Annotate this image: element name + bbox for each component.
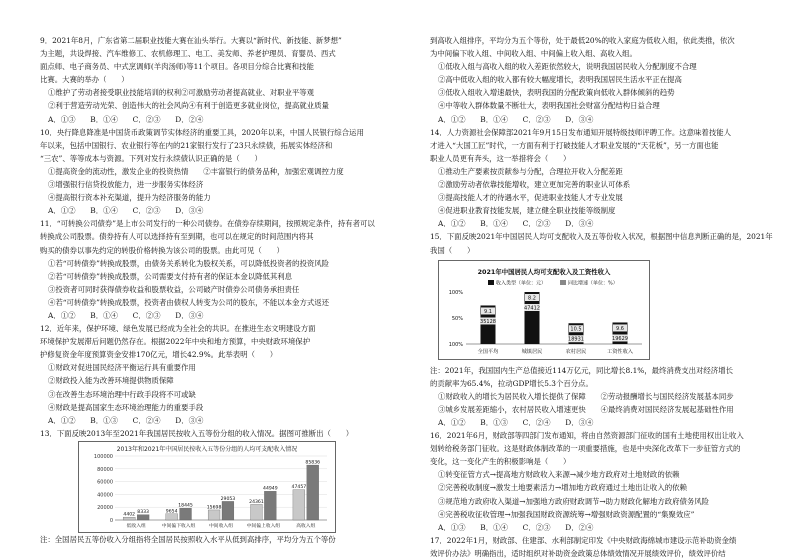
text-line: 14．人力资源社会保障部2021年9月15日发布通知开展特级技师评聘工作。这意味着技能人 [430, 127, 731, 137]
bar-value-label: 24361 [249, 499, 264, 505]
text-line: ①低收入组与高收入组的收入差距依然较大，说明我国居民收入分配制度不合理 [438, 62, 697, 72]
text-line: A．①② B．①④ C．②③ D．③④ [48, 206, 204, 216]
x-tick-label: 中间收入组 [209, 523, 233, 529]
y-tick-label: 50% [451, 315, 463, 322]
growth-label: 9.6 [616, 325, 624, 332]
bar-value-label: 29053 [220, 496, 236, 502]
text-line: 15．下面反映2021年中国居民人均可支配收入及五等份收入状况，根据图中信息判断正确的是，2021年 [430, 232, 773, 242]
legend-label: 同比增速（单位：%） [568, 280, 618, 287]
text-line: ①提高资金的流动性，激发企业的投资热情 ②丰富银行的债务品种，加强宏观调控力度 [48, 166, 344, 176]
text-line: ①若“可转债券”转换成股票，由债务关系转化为股权关系，可以降低投资者的投资风险 [48, 258, 330, 268]
bar-2013 [208, 510, 220, 520]
y-tick-label: 60000 [97, 479, 113, 486]
text-line: ①转变征管方式→提高地方财政收入来源→减少地方政府对土地财政的依赖 [438, 470, 680, 480]
text-line: 比赛。大赛的举办（ ） [40, 75, 129, 85]
bar-value-label: 85836 [305, 460, 321, 466]
bar-value-label: 18445 [178, 503, 193, 509]
right-column [430, 34, 782, 560]
x-tick-label: 高收入组 [296, 523, 316, 529]
text-line: 划转给税务部门征收。这是财政体制改革的一项重要措施，也是中央深化改革下一步征管方式的 [430, 444, 741, 454]
questions-13-15 [430, 34, 782, 257]
legend-label: 收入类型（单位：元） [496, 280, 547, 287]
text-line: 9．2021年8月，广东省第二届职业技能大赛在汕头举行。大赛以“新时代、新技能、新梦想” [40, 36, 342, 45]
x-tick-label: 农村居民 [565, 348, 587, 355]
text-line: ②高中低收入组的收入都有较大幅度增长，表明我国居民生活水平正在提高 [438, 75, 682, 85]
text-line: 才进入“大国工匠”时代，一方面有利于打破技能人才职业发展的“天花板”，另一方面也能 [430, 140, 719, 150]
disposable-income-chart [438, 260, 650, 360]
text-line: A．①③ B．①④ C．②③ D．②④ [48, 114, 204, 124]
text-line: ③在改善生态环境治理中行政手段将不可或缺 [48, 389, 196, 399]
income-quintile-chart-svg [78, 441, 336, 533]
text-line: 11．“可转换公司债券”是上市公司发行的一种公司债券。在债券存续期间，按照规定条件，持有者可以 [40, 219, 375, 229]
text-line: A．①② B．①③ C．②④ D．③④ [438, 417, 594, 427]
legend-swatch [560, 280, 566, 285]
bar-value-label: 47457 [291, 485, 307, 491]
bar-2013 [166, 514, 178, 520]
text-line: A．①② B．①④ C．②③ D．③④ [438, 114, 594, 124]
bar-value-label: 15698 [206, 505, 222, 511]
text-line: ④若“可转债券”转换成股票，投资者由债权人转变为公司的股东，不能以本金方式返还 [48, 297, 330, 307]
income-quintile-chart [78, 441, 336, 533]
text-line: ④中等收入群体数量不断壮大，表明我国社会财富分配结构日益合理 [438, 101, 660, 111]
bar-2021 [307, 465, 319, 520]
text-line: ②完善税收制度→激发土地要素活力→增加地方政府通过土地出让收入的依赖 [438, 483, 687, 493]
y-tick-label: 100000 [93, 453, 113, 460]
chart-note: 注：全国居民五等份收入分组指将全国居民按照收入水平从低到高排序，平均分为五个等份 [40, 534, 336, 544]
text-line: 为主题，共设焊接、汽车维修工、农机修理工、电工、美发师、养老护理员、育婴员、西式 [40, 49, 336, 59]
x-tick-label: 全国平均 [477, 348, 499, 355]
y-tick-label: 40000 [97, 492, 113, 499]
text-line: 转换成公司股票。债券持有人可以选择持有至到期，也可以在规定的时间范围内将其 [40, 232, 314, 242]
y-tick-label: 100% [448, 289, 463, 296]
x-tick-label: 低收入组 [126, 523, 146, 529]
growth-label: 9.1 [484, 308, 492, 315]
text-line: A．①② B．①④ C．②③ D．③④ [438, 219, 594, 229]
x-tick-label: 中间偏上收入组 [246, 523, 281, 529]
text-line: 17．2022年1月，财政部、住建部、水利部制定印发《中央财政海绵城市建设示范补助资金绩 [430, 535, 737, 545]
text-line: ③低收入组收入增速最快，表明我国的分配政策向低收入群体倾斜的趋势 [438, 88, 675, 98]
chart-title: 2013年和2021年中国居民按收入五等份分组的人均可支配收入情况 [116, 445, 298, 453]
y-tick-label: 100% [448, 341, 463, 348]
text-line: 护修复资金年度预算资金安排170亿元，增长42.9%。此举表明（ ） [40, 350, 278, 360]
questions-15-17 [430, 364, 782, 560]
text-line: 12．近年来，保护环境、绿色发展已经成为全社会的共识。在推进生态文明建设方面 [40, 324, 316, 334]
bar-2013 [251, 504, 263, 520]
text-line: ①财政收入的增长为居民收入增长提供了保障 ②劳动报酬增长与国民经济发展基本同步 [438, 391, 734, 401]
x-tick-label: 中间偏下收入组 [161, 523, 196, 529]
text-line: A．①③ B．①④ C．②③ D．②④ [438, 522, 594, 532]
bar-2013 [293, 490, 305, 520]
text-line: ①推动生产要素按贡献参与分配，合理拉开收入分配差距 [438, 166, 623, 176]
text-line: ①财政对促进国民经济平衡运行具有重要作用 [48, 363, 196, 373]
bar-value-label: 4402 [123, 512, 136, 518]
text-line: ①维护了劳动者接受职业技能培训的权利②可激励劳动者提高就业、对职业平等观 [48, 88, 315, 98]
text-line: 为中间偏下收入组、中间收入组、中间偏上收入组、高收入组。 [430, 49, 637, 59]
text-line: 13．下面反映2013年至2021年我国居民按收入五等份分组的收入情况。据图可推断出（ ） [40, 428, 354, 438]
bar-value-label: 44949 [263, 486, 278, 492]
text-line: 注：2021年，我国国内生产总值接近114万亿元，同比增长8.1%，最终消费支出对经济增长 [430, 365, 733, 375]
y-tick-label: 0 [109, 517, 113, 524]
text-line: ④完善税收征收管理→加强我国财政资源统筹→增强财政资源配置的“集聚效应” [438, 509, 695, 519]
y-tick-label: 20000 [97, 505, 113, 512]
text-line: 我国（ ） [430, 245, 475, 255]
text-line: ④促进职业教育技能发展，建立健全职业技能等级制度 [438, 206, 616, 216]
text-line: ②激励劳动者依靠技能增收，建立更加完善的职业认可体系 [438, 180, 631, 190]
bar-2021 [222, 501, 234, 520]
text-line: 16．2021年6月，财政部等四部门发布通知，将由自然资源部门征收的国有土地使用权出让收入 [430, 431, 744, 441]
growth-label: 10.5 [570, 326, 582, 333]
bar-2021 [137, 515, 149, 520]
bar-value-label: 18931 [568, 336, 584, 343]
text-line: 10．央行降息降准是中国货币政策调节实体经济的重要工具，2020年以来，中国人民银行综合运用 [40, 127, 364, 137]
x-tick-label: 城镇居民 [521, 348, 543, 355]
text-line: ③增强银行信贷投放能力，进一步服务实体经济 [48, 180, 204, 190]
chart-title: 2021年中国居民人均可支配收入及工资性收入 [477, 267, 611, 276]
disposable-income-chart-svg [438, 260, 650, 360]
text-line: 年以来，包括中国银行、农业银行等在内的21家银行发行了23只永续债，拓展实体经济和 [40, 140, 333, 150]
bar-2021 [264, 491, 276, 520]
y-tick-label: 80000 [97, 466, 113, 473]
growth-label: 8.2 [528, 295, 536, 302]
bar-value-label: 8333 [137, 510, 149, 516]
text-line: ③提高技能人才的待遇水平，促进职业技能人才专业发展 [438, 193, 623, 203]
text-line: 职业人员更有奔头，这一举措将会（ ） [430, 153, 571, 163]
text-line: 变化，这一变化产生的积极影响是（ ） [430, 457, 571, 467]
text-line: ②利于营造劳动光荣、创造伟大的社会风尚④有利于创造更多就业岗位，提高就业质量 [48, 101, 329, 111]
text-line: ③规范地方政府收入渠道→加强地方政府财政调节→助力财政化解地方政府债务风险 [438, 496, 710, 506]
text-line: 效评价办法》明确指出，适时组织对补助资金政策总体绩效情况开展绩效评价，绩效评价结 [430, 548, 726, 558]
bar-value-label: 35128 [480, 318, 496, 325]
legend-swatch [488, 280, 494, 285]
x-tick-label: 工资性收入 [607, 348, 633, 355]
left-column [40, 34, 392, 546]
text-line: “三农”、等等成本与资源。下列对发行永续债认识正确的是（ ） [40, 153, 262, 163]
text-line: 的贡献率为65.4%，拉动GDP增长5.3个百分点。 [430, 378, 593, 388]
bar-2021 [180, 508, 192, 520]
text-line: 到高收入组排序，平均分为五个等份，处于最低20%的收入家庭为低收入组，依此类推，依次 [430, 36, 735, 45]
text-line: ④提高银行资本补充渠道，提升为经济服务的能力 [48, 193, 211, 203]
text-line: A．①② B．①③ C．②④ D．③④ [48, 415, 204, 425]
text-line: A．①② B．①④ C．②③ D．③④ [48, 310, 204, 320]
text-line: ②财政投入能为改善环境提供物质保障 [48, 376, 174, 386]
questions-9-13 [40, 34, 392, 440]
text-line: 环境保护发展滞后问题仍然存在。根据2022年中央和地方预算，中央财政环境保护 [40, 337, 311, 347]
text-line: 面点师、电子商务员、中式烹调师(羊肉汤师)等11个项目。各项目分综合比赛和技能 [40, 62, 314, 72]
text-line: ③城乡发展差距缩小，农村居民收入增速更快 ④最终消费对国民经济发展起基础性作用 [438, 404, 734, 414]
bar-value-label: 19629 [612, 335, 628, 342]
text-line: ③投资者可同时获得债券收益和股票收益，公司破产时债券公司债务承担责任 [48, 284, 300, 294]
text-line: ②若“可转债券”转换成股票，公司需要支付持有者的保证本金以降低其利息 [48, 271, 293, 281]
text-line: 购买的债券以事先约定的转股价格转换为该公司的股票。由此可见（ ） [40, 245, 284, 255]
bar-value-label: 47412 [524, 305, 540, 312]
bar-value-label: 9654 [165, 509, 178, 515]
text-line: ④财政是提高国家生态环境治理能力的重要手段 [48, 402, 204, 412]
